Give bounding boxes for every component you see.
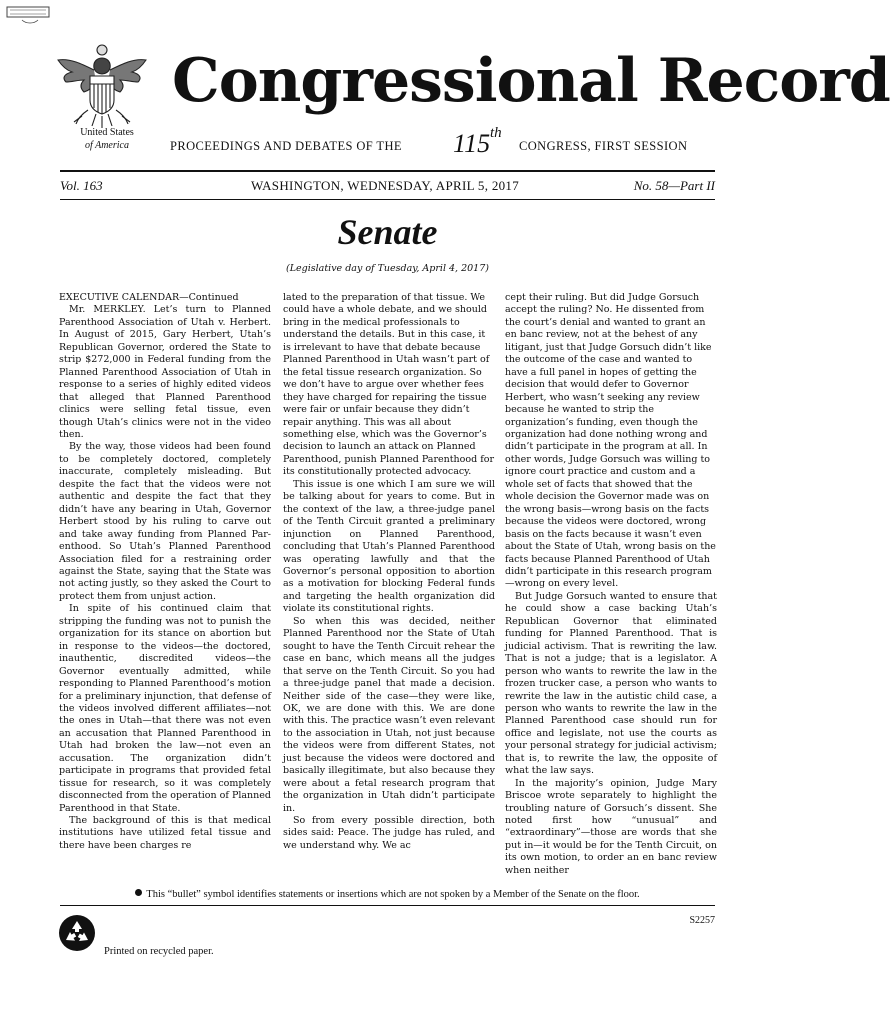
paragraph: In spite of his continued claim that stripping the funding was not to punish the organization for its stance on abortion but in response to the videos—the doctored, inauthentic, discredited videos—the Governor eventually admitted, while responding to Planned Parenthood’s motion for a preliminary injunction, that defense of the videos involved different affiliates—not the ones in Utah—that there was not even an accusation that Planned Parenthood in Utah had broken the law—not even an accusation. The organization didn’t participate in programs that provided fetal tissue for research, so it was completely disconnected from the operation of Planned Parenthood in that State. [59, 603, 271, 814]
country-label [62, 126, 152, 152]
recycled-paper-note: Printed on recycled paper. [104, 946, 214, 957]
paragraph: In the majority’s opinion, Judge Mary Briscoe wrote separately to highlight the troubling nature of Gorsuch’s dissent. She noted first how “unusual” and “extraordinary”—those are words that she put in—it would be for the Tenth Circuit, on its own motion, to order an en banc review when neither [505, 777, 717, 876]
masthead-rule-top [60, 170, 715, 172]
paragraph: But Judge Gorsuch wanted to ensure that he could show a case backing Utah’s Republican Governor that eliminated funding for Planned Parenthood. That is judicial activism. That is rewriting the law. That is not a judge; that is a legislator. A person who wants to rewrite the law in the frozen trucker case, a person who wants to rewrite the law in the autistic child case, a person who wants to rewrite the law in the Planned Parenthood case should run for office and legislate, not use the courts as your personal strategy for judicial activism; that is, to rewrite the law, the opposite of what the law says. [505, 590, 717, 777]
paragraph: EXECUTIVE CALENDAR—Continued [59, 292, 239, 303]
bullet-note-text: This “bullet” symbol identifies statements or insertions which are not spoken by a Member of the Senate on the floor. [146, 889, 640, 900]
paragraph: So from every possible direction, both sides said: Peace. The judge has ruled, and we understand why. We ac [283, 815, 495, 851]
page-number: S2257 [689, 915, 715, 926]
proceedings-suffix: CONGRESS, FIRST SESSION [519, 139, 688, 153]
text-column-3 [505, 292, 717, 876]
text-column-2 [283, 292, 495, 876]
bullet-icon [135, 889, 142, 896]
congress-number: 115 [453, 129, 491, 158]
great-seal-icon [52, 44, 152, 130]
paragraph: So when this was decided, neither Planned Parenthood nor the State of Utah sought to have the Tenth Circuit rehear the case en banc, which means all the judges that serve on the Tenth Circuit. So you had a three-judge panel that made a decision. Neither side of the case—they were like, OK, we are done with this. We are done with this. The practice wasn’t even relevant to the association in Utah, not just because the videos were from different States, not just because the videos were doctored and basically illegitimate, but also because they were about a fetal research program that the organization in Utah didn’t participate in. [283, 615, 495, 814]
country-line-1: United States [80, 127, 134, 138]
chamber-heading: Senate [337, 212, 438, 252]
volume-number: Vol. 163 [60, 178, 103, 193]
footer-rule [60, 905, 715, 906]
paragraph: Mr. MERKLEY. Let’s turn to Planned Parenthood Association of Utah v. Herbert. In August of 2015, Gary Herbert, Utah’s Republican Governor, ordered the State to strip $272,000 in Federal funding from the Planned Parenthood Association of Utah in response to a series of highly edited videos that alleged that Planned Parenthood clinics were selling fetal tissue, even though Utah’s clinics were not in the video then. [59, 304, 271, 440]
legislative-day: (Legislative day of Tuesday, April 4, 2017) [286, 263, 489, 274]
paragraph: cept their ruling. But did Judge Gorsuch accept the ruling? No. He dissented from the court’s denial and wanted to grant an en banc review, not at the behest of any litigant, just that Judge Gorsuch didn’t like the outcome of the case and wanted to have a full panel in hopes of getting the decision that would defer to Governor Herbert, who wasn’t seeking any review because he wanted to strip the organization’s funding, even though the organization had done nothing wrong and didn’t participate in the program at all. In other words, Judge Gorsuch was willing to ignore court practice and custom and a whole set of facts that showed that the whole decision the Governor made was on the wrong basis—wrong basis on the facts because the videos were doctored, wrong basis on the facts because it wasn’t even about the State of Utah, wrong basis on the facts because Planned Parenthood of Utah didn’t participate in this research program—wrong on every level. [505, 292, 716, 590]
country-line-2: of America [85, 140, 129, 151]
paragraph: The background of this is that medical institutions have utilized fetal tissue and there have been charges re [59, 815, 271, 851]
paragraph: lated to the preparation of that tissue. We could have a whole debate, and we should bring in the medical professionals to understand the details. But in this case, it is irrelevant to have that debate because Planned Parenthood in Utah wasn’t part of the fetal tissue research organization. So we don’t have to argue over whether fees they have charged for repairing the tissue were fair or unfair because they didn’t repair anything. This was all about something else, which was the Governor’s decision to launch an attack on Planned Parenthood, punish Planned Parenthood for its constitutionally protected advocacy. [283, 292, 494, 478]
paragraph: This issue is one which I am sure we will be talking about for years to come. But in the context of the law, a three-judge panel of the Tenth Circuit granted a preliminary injunction on Planned Parenthood, concluding that Utah’s Planned Parenthood was operating lawfully and that the Governor’s personal opposition to abortion as a motivation for blocking Federal funds and targeting the health organization did violate its constitutional rights. [283, 478, 495, 615]
dateline: WASHINGTON, WEDNESDAY, APRIL 5, 2017 [250, 178, 520, 193]
proceedings-prefix: PROCEEDINGS AND DEBATES OF THE [170, 139, 402, 153]
masthead-rule-bottom [60, 199, 715, 200]
masthead-title: Congressional Record [172, 46, 890, 116]
proceedings-line [170, 125, 735, 161]
bullet-note [60, 889, 715, 900]
paragraph: By the way, those videos had been found to be completely doctored, completely inaccurate, completely misleading. But despite the fact that the videos were not authentic and despite the fact that they didn’t have any bearing in Utah, Governor Herbert stood by his ruling to carve out and take away funding from Planned Parenthood. So Utah’s Planned Parenthood Association filed for a restraining order against the State, saying that the State was not acting justly, so they asked the Court to protect them from unjust action. [59, 441, 271, 602]
congress-suffix: th [490, 125, 502, 141]
issue-number: No. 58—Part II [633, 178, 715, 193]
gpo-logo-icon [6, 4, 50, 30]
text-column-1 [59, 292, 271, 876]
recycle-icon [58, 914, 96, 952]
